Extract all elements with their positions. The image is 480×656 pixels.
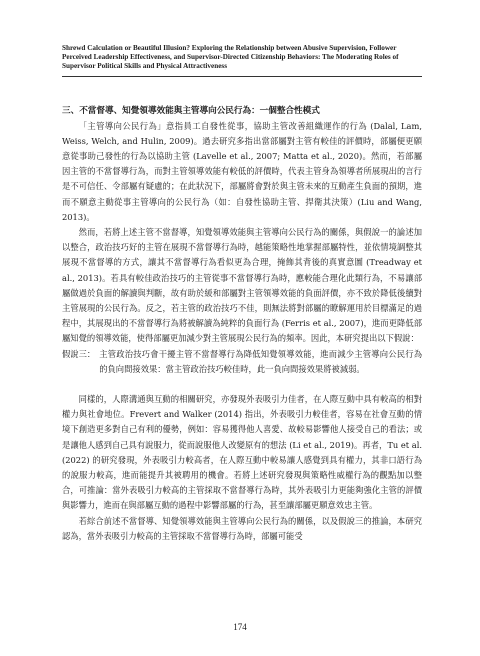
body-paragraph: 若綜合前述不當督導、知覺領導效能與主管導向公民行為的關係，以及假說三的推論，本研究認為，當外表吸引力較高的主管採取不當督導行為時，部屬可能受: [62, 515, 422, 541]
running-header: Shrewd Calculation or Beautiful Illusion? Exploring the Relationship between Abusive Supervision, Follower Perceived Leadership Effectiveness, and Supervisor-Directed Citizenship Behaviors: The Moderating Roles of Supervisor Political Skills and Physical Attractiveness: [62, 44, 422, 77]
body-paragraph: 然而，若將上述主管不當督導，知覺領導效能與主管導向公民行為的關係，與假說一的論述加以整合，政治技巧好的主管在展現不當督導行為時，越能策略性地掌握部屬特性，並依情境調整其展現不當督導的方式，讓其不當督導行為看似更為合理，掩飾其背後的真實意圖 (Treadway et al., 2013)。若具有較佳政治技巧的主管從事不當督導行為時，應較能合理化此類行為，不易讓部屬做過於負面的解讀與判斷，故有助於緩和部屬對主管領導效能的負面評價，亦不致於降低後續對主管展現的公民行為。反之，若主管的政治技巧不佳，則無法將對部屬的瞭解運用於目標滿足的過程中，其展現出的不當督導行為將被解讀為純粹的負面行為 (Ferris et al., 2007)，進而更降低部屬知覺的領導效能，使得部屬更加減少對主管展現公民行為的頻率。因此，本研究提出以下假說：: [62, 227, 422, 344]
section-heading: 三、不當督導、知覺領導效能與主管導向公民行為：一個整合性模式: [62, 105, 320, 116]
paragraph-gap: [62, 379, 422, 392]
page-number: 174: [233, 622, 247, 632]
body-paragraph: 「主管導向公民行為」意指員工自發性從事，協助主管改善組織運作的行為 (Dalal, Lam, Weiss, Welch, and Hulin, 2009)。過去研究多指出當部屬對主管有較佳的評價時，部屬便更願意從事助己發性的行為以協助主管 (Lavelle et al., 2007; Matta et al., 2020)。然而，若部屬因主管的不當督導行為，而對主管領導效能有較低的評價時，代表主管身為領導者所展現出的言行是不可信任、令部屬有疑慮的；在此狀況下，部屬將會對於與主管未來的互動產生負面的預期，進而不願意主動從事主管導向的公民行為（如：自發性協助主管、捍衛其決策）(Liu and Wang, 2013)。: [62, 120, 422, 222]
body-paragraph: 同樣的，人際溝通與互動的相關研究，亦發現外表吸引力佳者，在人際互動中具有較高的相對權力與社會地位。Frevert and Walker (2014) 指出，外表吸引力較佳者，容易在社會互動的情境下創造更多對自己有利的優勢，例如：容易獲得他人喜愛、故較易影響他人接受自己的看法；或是讓他人感到自己具有說服力，從而說服他人改變原有的想法 (Li et al., 2019)。再者，Tu et al. (2022) 的研究發現，外表吸引力較高者，在人際互動中較易讓人感覺到具有權力，其非口語行為的說服力較高，進而能提升其被聘用的機會。若將上述研究發現與策略性威權行為的觀點加以整合，可推論：當外表吸引力較高的主管採取不當督導行為時，其外表吸引力更能夠強化主管的評價與影響力，進而在與部屬互動的過程中影響部屬的行為，甚至讓部屬更願意效忠主管。: [62, 394, 422, 511]
hypothesis-label: 假說三：: [62, 348, 96, 359]
hypothesis-text: 主管政治技巧會干擾主管不當督導行為降低知覺領導效能，進而減少主管導向公民行為的負向間接效果：當主管政治技巧較佳時，此一負向間接效果將被減弱。: [99, 348, 422, 374]
hypothesis-block: [62, 347, 422, 377]
